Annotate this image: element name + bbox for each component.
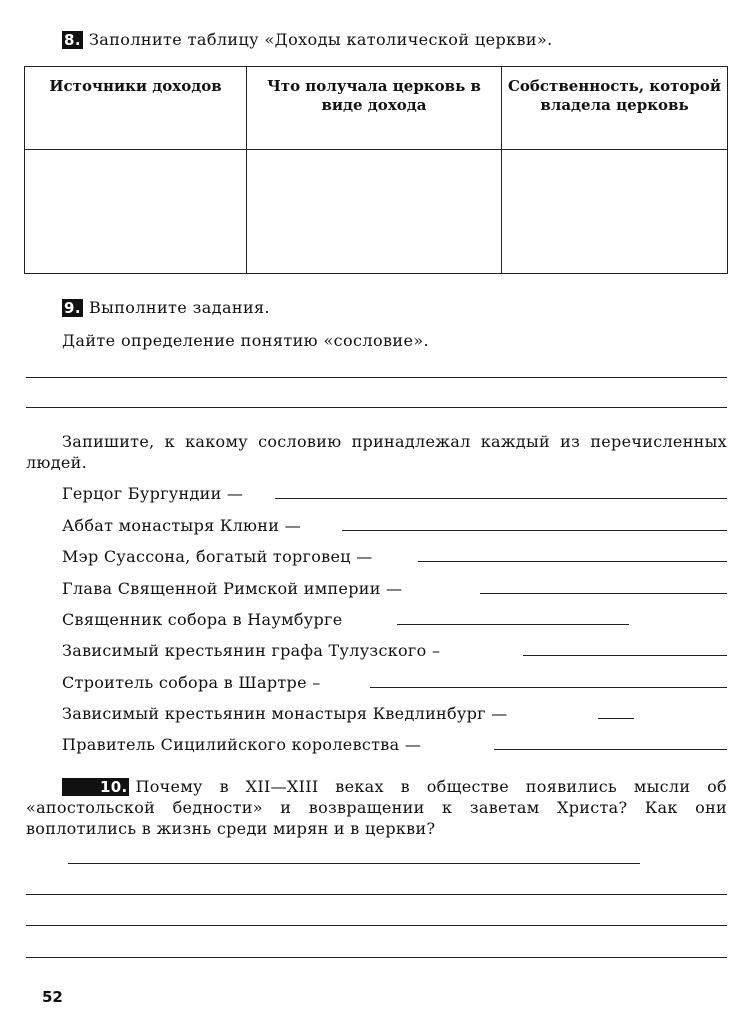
person-6: Зависимый крестьянин графа Тулузского –	[62, 641, 441, 660]
page-number: 52	[42, 988, 63, 1006]
person-5-answer-line[interactable]	[397, 624, 629, 625]
task-9-number: 9.	[64, 299, 81, 317]
task-9-heading	[62, 298, 270, 317]
header-income-received: Что получала церковь в виде дохода	[247, 67, 502, 150]
person-8-answer-line[interactable]	[598, 718, 634, 719]
person-7-answer-line[interactable]	[370, 687, 727, 688]
estate-prompt: Запишите, к какому сословию принадлежал каждый из перечисленных людей.	[26, 432, 727, 472]
definition-answer-line-1[interactable]	[26, 377, 727, 378]
task-8-number: 8.	[64, 31, 81, 49]
task-10-answer-line-1[interactable]	[68, 863, 640, 864]
task-8-text: Заполните таблицу «Доходы католической церкви».	[88, 30, 553, 49]
income-table	[24, 66, 728, 274]
person-9: Правитель Сицилийского королевства —	[62, 735, 422, 754]
person-6-answer-line[interactable]	[523, 655, 727, 656]
person-7: Строитель собора в Шартре –	[62, 673, 321, 692]
person-3: Мэр Суассона, богатый торговец —	[62, 547, 373, 566]
person-4: Глава Священной Римской империи —	[62, 579, 403, 598]
task-10-answer-line-4[interactable]	[26, 957, 727, 958]
task-8-heading	[62, 30, 553, 49]
person-3-answer-line[interactable]	[418, 561, 727, 562]
task-10-answer-line-3[interactable]	[26, 925, 727, 926]
cell-church-property[interactable]	[502, 150, 728, 274]
header-church-property: Собственность, которой владела церковь	[502, 67, 728, 150]
person-8: Зависимый крестьянин монастыря Кведлинбург —	[62, 704, 508, 723]
person-1-answer-line[interactable]	[275, 498, 727, 499]
task-10-answer-line-2[interactable]	[26, 894, 727, 895]
person-1: Герцог Бургундии —	[62, 484, 244, 503]
person-2: Аббат монастыря Клюни —	[62, 516, 301, 535]
task-10-number: 10.	[62, 778, 129, 796]
task-9-title: Выполните задания.	[88, 298, 270, 317]
cell-income-sources[interactable]	[25, 150, 247, 274]
person-2-answer-line[interactable]	[342, 530, 727, 531]
person-9-answer-line[interactable]	[494, 749, 727, 750]
definition-answer-line-2[interactable]	[26, 407, 727, 408]
person-4-answer-line[interactable]	[480, 593, 727, 594]
definition-prompt: Дайте определение понятию «сословие».	[62, 331, 430, 350]
person-5: Священник собора в Наумбурге	[62, 610, 343, 629]
task-10	[26, 776, 727, 839]
header-income-sources: Источники доходов	[25, 67, 247, 150]
task-10-text: Почему в XII—XIII веках в обществе появились мысли об «апостольской бедности» и возвращении к заветам Христа? Как они воплотились в жизнь среди мирян и в церкви?	[26, 777, 727, 838]
cell-income-received[interactable]	[247, 150, 502, 274]
